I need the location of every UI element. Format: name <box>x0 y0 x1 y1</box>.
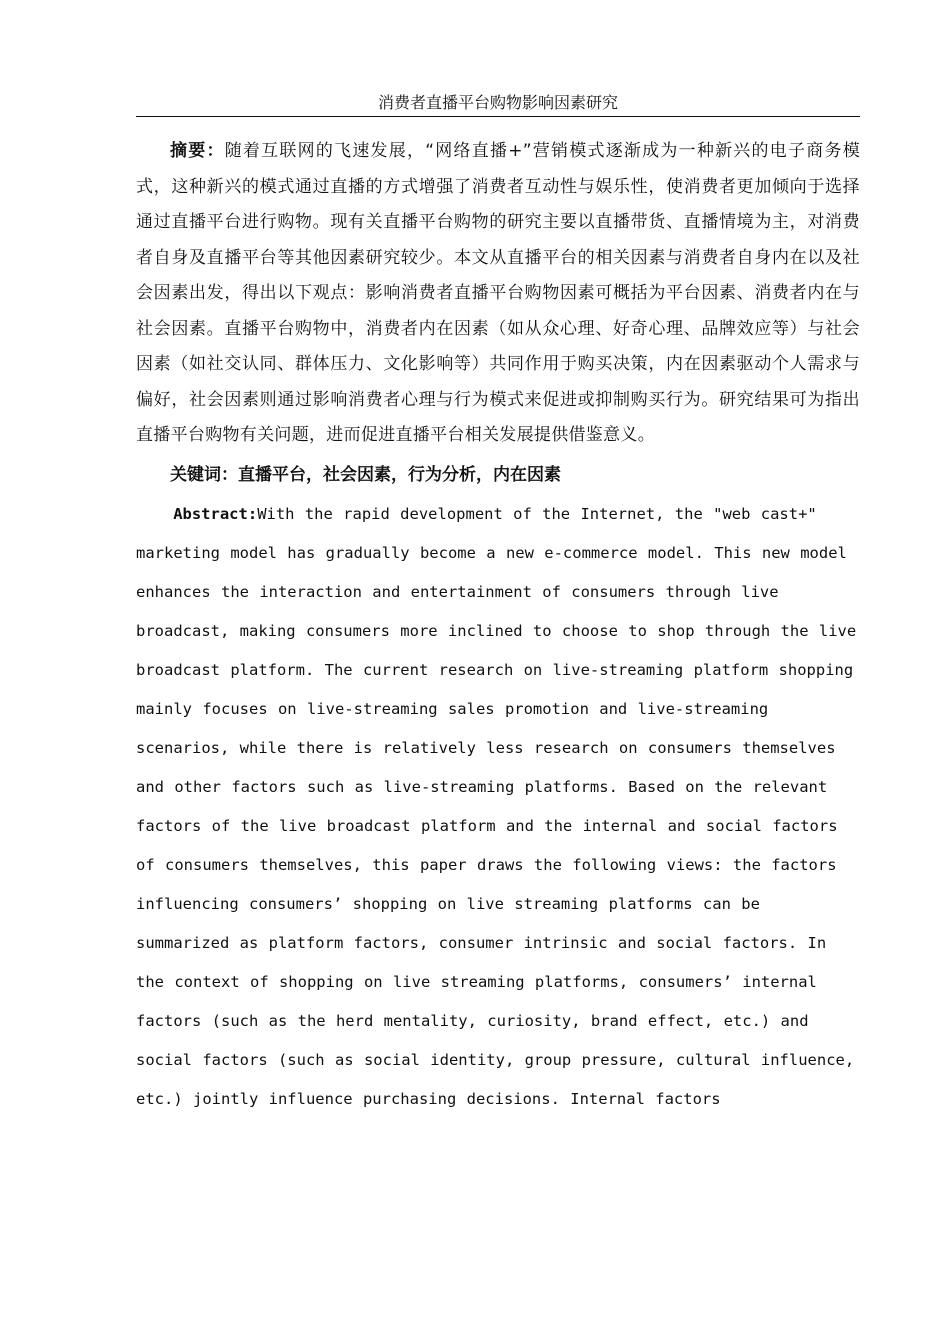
abstract-en-label: Abstract: <box>173 504 258 523</box>
abstract-zh-label: 摘要： <box>170 141 225 161</box>
page-body <box>136 134 860 1119</box>
abstract-en-text: With the rapid development of the Internet, the "web cast+" marketing model has gradually become a new e-commerce model. This new model enhances the interaction and entertainment of consumers through live broadcast, making consumers more inclined to choose to shop through the live broadcast platform. The current research on live-streaming platform shopping mainly focuses on live-streaming sales promotion and live-streaming scenarios, while there is relatively less research on consumers themselves and other factors such as live-streaming platforms. Based on the relevant factors of the live broadcast platform and the internal and social factors of consumers themselves, this paper draws the following views: the factors influencing consumers’ shopping on live streaming platforms can be summarized as platform factors, consumer intrinsic and social factors. In the context of shopping on live streaming platforms, consumers’ internal factors (such as the herd mentality, curiosity, brand effect, etc.) and social factors (such as social identity, group pressure, cultural influence, etc.) jointly influence purchasing decisions. Internal factors <box>136 504 857 1108</box>
abstract-zh-text: 随着互联网的飞速发展，“网络直播+”营销模式逐渐成为一种新兴的电子商务模式，这种新兴的模式通过直播的方式增强了消费者互动性与娱乐性，使消费者更加倾向于选择通过直播平台进行购物。现有关直播平台购物的研究主要以直播带货、直播情境为主，对消费者自身及直播平台等其他因素研究较少。本文从直播平台的相关因素与消费者自身内在以及社会因素出发，得出以下观点：影响消费者直播平台购物因素可概括为平台因素、消费者内在与社会因素。直播平台购物中，消费者内在因素（如从众心理、好奇心理、品牌效应等）与社会因素（如社交认同、群体压力、文化影响等）共同作用于购买决策，内在因素驱动个人需求与偏好，社会因素则通过影响消费者心理与行为模式来促进或抑制购买行为。研究结果可为指出直播平台购物有关问题，进而促进直播平台相关发展提供借鉴意义。 <box>136 141 860 445</box>
keywords-zh-label: 关键词： <box>170 464 238 485</box>
keywords-zh-text: 直播平台，社会因素，行为分析，内在因素 <box>238 464 561 485</box>
abstract-en <box>136 495 860 1119</box>
keywords-zh <box>136 458 860 493</box>
header-rule <box>136 116 860 117</box>
running-header-title: 消费者直播平台购物影响因素研究 <box>377 93 618 112</box>
abstract-zh <box>136 134 860 454</box>
